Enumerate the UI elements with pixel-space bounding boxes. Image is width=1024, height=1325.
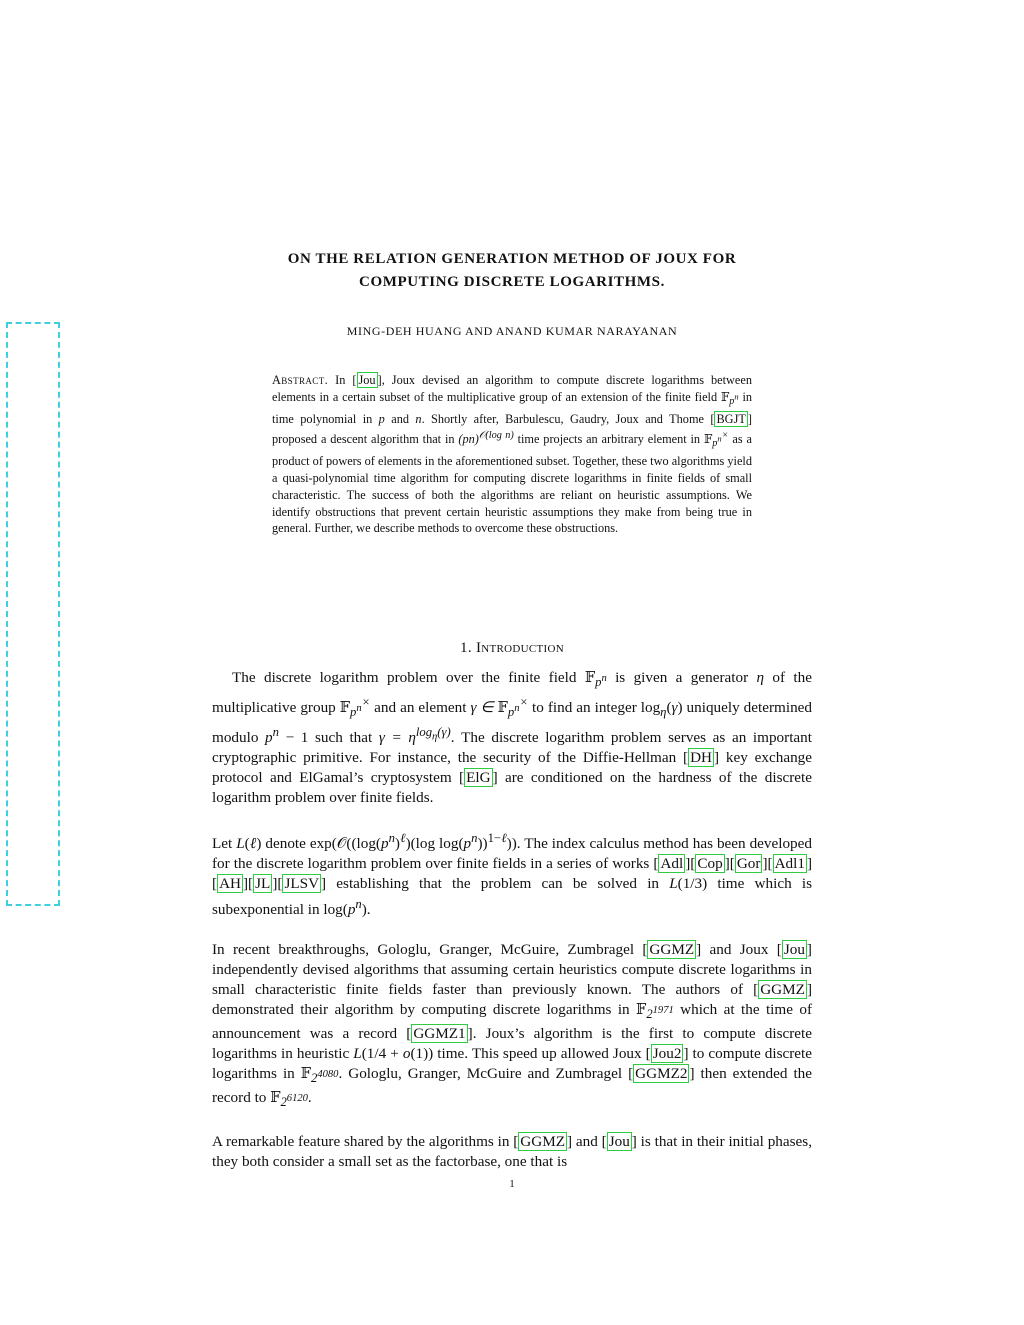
introduction-body bbox=[212, 668, 812, 1192]
citation-link[interactable]: GGMZ bbox=[760, 981, 805, 999]
citation-link[interactable]: Adl bbox=[660, 855, 684, 873]
citation-link[interactable]: Adl1 bbox=[774, 855, 805, 873]
citation-link[interactable]: GGMZ bbox=[520, 1133, 566, 1151]
paper-authors: MING-DEH HUANG AND ANAND KUMAR NARAYANAN bbox=[346, 324, 678, 338]
citation-link[interactable]: Jou2 bbox=[652, 1045, 682, 1063]
title-line-1: ON THE RELATION GENERATION METHOD OF JOUX FOR bbox=[287, 251, 737, 267]
paragraph: In recent breakthroughs, Gologlu, Granger, McGuire, Zumbragel [ GGMZ ] and Joux [ Jou ] independently devised algorithms that assuming certain heuristics compute discrete logarithms in small characteristic finite fields faster than previously known. The authors of [ GGMZ ] demonstrated their algorithm by computing discrete logarithms in 𝔽$_{2^{1971}}$ which at the time of announcement was a record [ GGMZ1 ]. Joux’s algorithm is the first to compute discrete logarithms in heuristic L(1/4 + o(1)) time. This speed up allowed Joux [ Jou2 ] to compute discrete logarithms in 𝔽$_{2^{4080}}$. Gologlu, Granger, McGuire and Zumbragel [ GGMZ2 ] then extended the record to 𝔽$_{2^{6120}}$. bbox=[212, 941, 813, 1110]
citation-link[interactable]: ElG bbox=[466, 769, 491, 787]
citation-link[interactable]: DH bbox=[690, 749, 713, 767]
abstract-label: Abstract. bbox=[272, 373, 329, 387]
citation-link[interactable]: Jou bbox=[358, 373, 376, 387]
section-number: 1. bbox=[460, 640, 472, 656]
paragraph: The discrete logarithm problem over the finite field 𝔽$_{p^n}$ is given a generator η of the multiplicative group 𝔽$_{p^n}$× and an element γ ∈ 𝔽$_{p^n}$× to find an integer $\log_\eta(\gamma)$ uniquely determined modulo $p^n - 1$ such that $\gamma = \eta^{log_\eta(\gamma)}$. The discrete logarithm problem serves as an important cryptographic primitive. For instance, the security of the Diffie-Hellman [ DH ] key exchange protocol and ElGamal’s cryptosystem [ ElG ] are conditioned on the hardness of the discrete logarithm problem over finite fields. bbox=[212, 669, 813, 807]
arxiv-stamp-border bbox=[6, 322, 60, 906]
section-title-text: Introduction bbox=[475, 640, 564, 656]
citation-link[interactable]: BGJT bbox=[716, 412, 746, 427]
citation-link[interactable]: GGMZ2 bbox=[635, 1065, 688, 1083]
page-number: 1 bbox=[509, 1178, 515, 1190]
title-line-2: COMPUTING DISCRETE LOGARITHMS. bbox=[359, 274, 665, 290]
paragraph: Let L(ℓ) denote $\exp(𝒪((\log(p^n)^\ell)(\log$ $\log(p^n))^{1-\ell}$)). The index calculus method has been developed for the discrete logarithm problem over finite fields in a series of works [ Adl ][ Cop ][ Gor ][ Adl1 ][ AH ][ JL ][ JLSV ] establishing that the problem can be solved in L(1/3) time which is subexponential in $\log(p^n)$. bbox=[212, 831, 812, 919]
paragraph: A remarkable feature shared by the algorithms in [ GGMZ ] and [ Jou ] is that in their initial phases, they both consider a small set as the factorbase, one that is bbox=[212, 1133, 812, 1171]
citation-link[interactable]: GGMZ bbox=[649, 941, 695, 959]
abstract: Abstract. In [ Jou ], Joux devised an algorithm to compute discrete logarithms between elements in a certain subset of the multiplicative group of an extension of the finite field 𝔽$_{p^n}$ in time polynomial in p and n. Shortly after, Barbulescu, Gaudry, Joux and Thome [ BGJT ] proposed a descent algorithm that in (pn)$^{𝒪(log n)}$ time projects an arbitrary element in 𝔽$_{p^n}$× as a product of powers of elements in the aforementioned subset. Together, these two algorithms yield a quasi-polynomial time algorithm for computing discrete logarithms in finite fields of small characteristic. The success of both the algorithms are reliant on heuristic assumptions. We identify obstructions that prevent certain heuristic assumptions they make from being true in general. Further, we describe methods to overcome these obstructions. bbox=[272, 373, 753, 536]
section-heading bbox=[212, 640, 812, 657]
citation-link[interactable]: AH bbox=[219, 875, 241, 893]
citation-link[interactable]: Jou bbox=[608, 1133, 630, 1151]
citation-link[interactable]: GGMZ1 bbox=[413, 1025, 466, 1043]
citation-link[interactable]: Cop bbox=[697, 855, 723, 873]
citation-link[interactable]: Jou bbox=[783, 941, 805, 959]
citation-link[interactable]: JL bbox=[255, 875, 271, 893]
citation-link[interactable]: JLSV bbox=[284, 875, 320, 893]
paper-title bbox=[212, 248, 812, 294]
citation-link[interactable]: Gor bbox=[736, 855, 761, 873]
